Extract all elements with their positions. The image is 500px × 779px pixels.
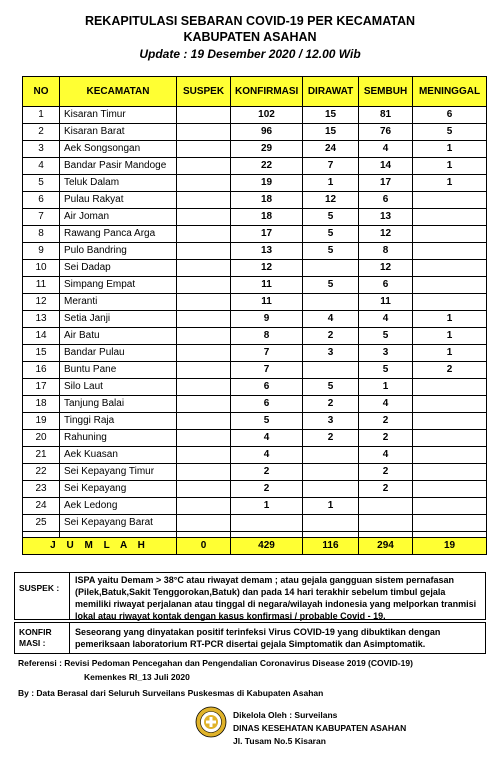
cell-suspek — [177, 447, 231, 464]
cell-no: 18 — [23, 396, 60, 413]
cell-kecamatan: Sei Kepayang Timur — [60, 464, 177, 481]
cell-kecamatan: Kisaran Timur — [60, 107, 177, 124]
cell-suspek — [177, 260, 231, 277]
cell-kecamatan: Setia Janji — [60, 311, 177, 328]
cell-meninggal: 1 — [413, 158, 487, 175]
cell-kecamatan: Kisaran Barat — [60, 124, 177, 141]
cell-dirawat: 7 — [303, 158, 359, 175]
cell-no: 11 — [23, 277, 60, 294]
table-row — [23, 158, 487, 175]
cell-konfirmasi: 11 — [231, 277, 303, 294]
cell-dirawat: 3 — [303, 413, 359, 430]
cell-konfirmasi: 4 — [231, 430, 303, 447]
table-row — [23, 447, 487, 464]
table-row — [23, 430, 487, 447]
cell-meninggal — [413, 498, 487, 515]
cell-meninggal — [413, 260, 487, 277]
cell-kecamatan: Sei Dadap — [60, 260, 177, 277]
cell-meninggal — [413, 464, 487, 481]
cell-konfirmasi: 12 — [231, 260, 303, 277]
col-header-sembuh: SEMBUH — [359, 77, 413, 107]
cell-konfirmasi: 1 — [231, 498, 303, 515]
cell-konfirmasi: 17 — [231, 226, 303, 243]
cell-no: 25 — [23, 515, 60, 532]
table-row — [23, 464, 487, 481]
cell-sembuh: 2 — [359, 464, 413, 481]
cell-kecamatan: Silo Laut — [60, 379, 177, 396]
table-row — [23, 396, 487, 413]
cell-sembuh: 4 — [359, 311, 413, 328]
total-meninggal: 19 — [413, 538, 487, 555]
cell-meninggal — [413, 192, 487, 209]
cell-dirawat: 2 — [303, 430, 359, 447]
cell-dirawat: 5 — [303, 277, 359, 294]
cell-meninggal — [413, 226, 487, 243]
cell-suspek — [177, 243, 231, 260]
managed-by: Dikelola Oleh : Surveilans — [233, 710, 338, 720]
cell-sembuh — [359, 498, 413, 515]
total-dirawat: 116 — [303, 538, 359, 555]
cell-konfirmasi: 2 — [231, 464, 303, 481]
cell-no: 10 — [23, 260, 60, 277]
table-row — [23, 413, 487, 430]
col-header-meninggal: MENINGGAL — [413, 77, 487, 107]
table-row — [23, 107, 487, 124]
cell-suspek — [177, 209, 231, 226]
table-header-row — [23, 77, 487, 107]
cell-meninggal — [413, 396, 487, 413]
cell-konfirmasi: 2 — [231, 481, 303, 498]
table-row — [23, 481, 487, 498]
cell-meninggal: 1 — [413, 345, 487, 362]
cell-meninggal: 6 — [413, 107, 487, 124]
table-row — [23, 362, 487, 379]
cell-sembuh: 6 — [359, 192, 413, 209]
cell-sembuh: 81 — [359, 107, 413, 124]
table-row — [23, 141, 487, 158]
cell-sembuh: 12 — [359, 260, 413, 277]
data-source-note: By : Data Berasal dari Seluruh Surveilans Puskesmas di Kabupaten Asahan — [18, 688, 324, 698]
table-row — [23, 345, 487, 362]
cell-no: 14 — [23, 328, 60, 345]
table-row — [23, 192, 487, 209]
definition-divider — [69, 623, 70, 653]
cell-dirawat: 4 — [303, 311, 359, 328]
cell-konfirmasi: 4 — [231, 447, 303, 464]
table-row — [23, 175, 487, 192]
table-row — [23, 294, 487, 311]
cell-no: 2 — [23, 124, 60, 141]
cell-no: 3 — [23, 141, 60, 158]
cell-no: 16 — [23, 362, 60, 379]
cell-konfirmasi: 8 — [231, 328, 303, 345]
cell-no: 19 — [23, 413, 60, 430]
cell-suspek — [177, 192, 231, 209]
cell-konfirmasi: 7 — [231, 345, 303, 362]
cell-no: 6 — [23, 192, 60, 209]
cell-suspek — [177, 498, 231, 515]
cell-suspek — [177, 124, 231, 141]
definition-suspek-label: SUSPEK : — [19, 583, 60, 593]
definition-suspek-text: ISPA yaitu Demam > 38°C atau riwayat demam ; atau gejala gangguan sistem pernafasan (Pilek,Batuk,Sakit Tenggorokan,Batuk) dan pada 14 hari terakhir sebelum timbul gejala memiliki riwayat perjalanan atau tinggal di negara/wilayah indonesia yang melporkan tranmisi lokal atau riwayat kontak dengan kasus konfirmasi / probable Covid - 19. — [75, 575, 477, 621]
cell-dirawat: 1 — [303, 175, 359, 192]
col-header-konfirmasi: KONFIRMASI — [231, 77, 303, 107]
cell-sembuh — [359, 515, 413, 532]
cell-kecamatan: Tanjung Balai — [60, 396, 177, 413]
cell-kecamatan: Teluk Dalam — [60, 175, 177, 192]
cell-sembuh: 5 — [359, 362, 413, 379]
cell-meninggal — [413, 481, 487, 498]
cell-meninggal: 1 — [413, 328, 487, 345]
cell-no: 8 — [23, 226, 60, 243]
agency-logo-icon — [195, 706, 227, 738]
agency-address: Jl. Tusam No.5 Kisaran — [233, 736, 326, 746]
cell-kecamatan: Pulo Bandring — [60, 243, 177, 260]
cell-konfirmasi — [231, 515, 303, 532]
table-row — [23, 209, 487, 226]
cell-konfirmasi: 5 — [231, 413, 303, 430]
update-timestamp: Update : 19 Desember 2020 / 12.00 Wib — [139, 47, 361, 61]
cell-konfirmasi: 29 — [231, 141, 303, 158]
cell-meninggal: 1 — [413, 311, 487, 328]
cell-no: 15 — [23, 345, 60, 362]
cell-no: 5 — [23, 175, 60, 192]
cell-no: 24 — [23, 498, 60, 515]
cell-suspek — [177, 481, 231, 498]
cell-dirawat: 12 — [303, 192, 359, 209]
cell-sembuh: 1 — [359, 379, 413, 396]
total-label: J U M L A H — [23, 538, 177, 555]
cell-meninggal — [413, 430, 487, 447]
cell-kecamatan: Aek Songsongan — [60, 141, 177, 158]
cell-dirawat — [303, 294, 359, 311]
agency-name: DINAS KESEHATAN KABUPATEN ASAHAN — [233, 723, 407, 733]
total-konfirmasi: 429 — [231, 538, 303, 555]
cell-dirawat: 15 — [303, 124, 359, 141]
cell-sembuh: 14 — [359, 158, 413, 175]
cell-meninggal — [413, 379, 487, 396]
cell-no: 7 — [23, 209, 60, 226]
cell-konfirmasi: 18 — [231, 209, 303, 226]
cell-kecamatan: Aek Ledong — [60, 498, 177, 515]
cell-sembuh: 4 — [359, 141, 413, 158]
cell-meninggal: 1 — [413, 175, 487, 192]
cell-sembuh: 2 — [359, 430, 413, 447]
cell-sembuh: 5 — [359, 328, 413, 345]
cell-suspek — [177, 413, 231, 430]
cell-suspek — [177, 464, 231, 481]
cell-suspek — [177, 294, 231, 311]
definition-konfirmasi — [14, 622, 486, 654]
cell-dirawat — [303, 362, 359, 379]
cell-dirawat: 3 — [303, 345, 359, 362]
definition-konfirmasi-label: KONFIR MASI : — [19, 627, 52, 648]
cell-konfirmasi: 96 — [231, 124, 303, 141]
table-row — [23, 124, 487, 141]
cell-kecamatan: Rawang Panca Arga — [60, 226, 177, 243]
cell-konfirmasi: 9 — [231, 311, 303, 328]
report-title: REKAPITULASI SEBARAN COVID-19 PER KECAMATAN — [84, 14, 416, 28]
covid-table — [22, 76, 487, 555]
cell-suspek — [177, 396, 231, 413]
cell-meninggal — [413, 413, 487, 430]
cell-suspek — [177, 226, 231, 243]
cell-sembuh: 17 — [359, 175, 413, 192]
cell-dirawat: 5 — [303, 226, 359, 243]
col-header-dirawat: DIRAWAT — [303, 77, 359, 107]
cell-kecamatan: Bandar Pasir Mandoge — [60, 158, 177, 175]
cell-dirawat: 1 — [303, 498, 359, 515]
cell-suspek — [177, 175, 231, 192]
cell-konfirmasi: 11 — [231, 294, 303, 311]
cell-dirawat — [303, 515, 359, 532]
cell-konfirmasi: 18 — [231, 192, 303, 209]
cell-suspek — [177, 158, 231, 175]
cell-dirawat: 2 — [303, 328, 359, 345]
cell-suspek — [177, 515, 231, 532]
table-row — [23, 243, 487, 260]
cell-dirawat: 24 — [303, 141, 359, 158]
cell-no: 9 — [23, 243, 60, 260]
cell-kecamatan: Rahuning — [60, 430, 177, 447]
cell-dirawat: 5 — [303, 209, 359, 226]
cell-meninggal — [413, 243, 487, 260]
cell-sembuh: 8 — [359, 243, 413, 260]
cell-konfirmasi: 13 — [231, 243, 303, 260]
cell-sembuh: 6 — [359, 277, 413, 294]
cell-kecamatan: Pulau Rakyat — [60, 192, 177, 209]
cell-sembuh: 13 — [359, 209, 413, 226]
cell-suspek — [177, 277, 231, 294]
cell-meninggal: 5 — [413, 124, 487, 141]
definition-divider — [69, 573, 70, 619]
cell-dirawat — [303, 447, 359, 464]
cell-suspek — [177, 107, 231, 124]
cell-kecamatan: Tinggi Raja — [60, 413, 177, 430]
cell-konfirmasi: 6 — [231, 396, 303, 413]
cell-no: 12 — [23, 294, 60, 311]
table-row — [23, 226, 487, 243]
cell-sembuh: 76 — [359, 124, 413, 141]
cell-kecamatan: Sei Kepayang — [60, 481, 177, 498]
cell-dirawat — [303, 481, 359, 498]
cell-meninggal — [413, 209, 487, 226]
table-row — [23, 379, 487, 396]
cell-sembuh: 3 — [359, 345, 413, 362]
cell-kecamatan: Sei Kepayang Barat — [60, 515, 177, 532]
cell-kecamatan: Aek Kuasan — [60, 447, 177, 464]
total-sembuh: 294 — [359, 538, 413, 555]
cell-suspek — [177, 311, 231, 328]
cell-meninggal — [413, 277, 487, 294]
cell-konfirmasi: 102 — [231, 107, 303, 124]
definition-suspek — [14, 572, 486, 620]
cell-meninggal: 2 — [413, 362, 487, 379]
cell-no: 17 — [23, 379, 60, 396]
col-header-kecamatan: KECAMATAN — [60, 77, 177, 107]
cell-meninggal: 1 — [413, 141, 487, 158]
table-row — [23, 498, 487, 515]
definition-konfirmasi-text: Seseorang yang dinyatakan positif terinfeksi Virus COVID-19 yang dibuktikan dengan pemeriksaan laboratorium RT-PCR disertai gejala Simptomatik dan Asimptomatik. — [75, 627, 441, 649]
cell-kecamatan: Simpang Empat — [60, 277, 177, 294]
cell-dirawat — [303, 464, 359, 481]
cell-no: 4 — [23, 158, 60, 175]
cell-suspek — [177, 141, 231, 158]
cell-kecamatan: Buntu Pane — [60, 362, 177, 379]
cell-kecamatan: Bandar Pulau — [60, 345, 177, 362]
cell-sembuh: 4 — [359, 447, 413, 464]
table-row — [23, 515, 487, 532]
report-subtitle: KABUPATEN ASAHAN — [183, 30, 317, 44]
cell-sembuh: 4 — [359, 396, 413, 413]
cell-no: 1 — [23, 107, 60, 124]
cell-dirawat: 5 — [303, 243, 359, 260]
cell-no: 20 — [23, 430, 60, 447]
cell-konfirmasi: 6 — [231, 379, 303, 396]
cell-dirawat — [303, 260, 359, 277]
cell-suspek — [177, 345, 231, 362]
reference-line: Referensi : Revisi Pedoman Pencegahan dan Pengendalian Coronavirus Disease 2019 (COVID-19) — [18, 658, 413, 668]
total-suspek: 0 — [177, 538, 231, 555]
cell-meninggal — [413, 447, 487, 464]
cell-sembuh: 2 — [359, 481, 413, 498]
cell-suspek — [177, 430, 231, 447]
cell-meninggal — [413, 515, 487, 532]
cell-konfirmasi: 7 — [231, 362, 303, 379]
cell-dirawat: 5 — [303, 379, 359, 396]
cell-kecamatan: Meranti — [60, 294, 177, 311]
cell-no: 21 — [23, 447, 60, 464]
table-row — [23, 311, 487, 328]
cell-suspek — [177, 362, 231, 379]
table-body — [23, 107, 487, 538]
reference-source: Kemenkes RI_13 Juli 2020 — [84, 672, 190, 682]
cell-no: 22 — [23, 464, 60, 481]
cell-kecamatan: Air Batu — [60, 328, 177, 345]
table-row — [23, 277, 487, 294]
table-row — [23, 328, 487, 345]
cell-dirawat: 15 — [303, 107, 359, 124]
cell-no: 23 — [23, 481, 60, 498]
cell-suspek — [177, 328, 231, 345]
cell-suspek — [177, 379, 231, 396]
cell-konfirmasi: 19 — [231, 175, 303, 192]
total-row — [23, 538, 487, 555]
cell-sembuh: 12 — [359, 226, 413, 243]
cell-meninggal — [413, 294, 487, 311]
cell-sembuh: 11 — [359, 294, 413, 311]
cell-dirawat: 2 — [303, 396, 359, 413]
cell-kecamatan: Air Joman — [60, 209, 177, 226]
cell-konfirmasi: 22 — [231, 158, 303, 175]
cell-sembuh: 2 — [359, 413, 413, 430]
col-header-no: NO — [23, 77, 60, 107]
cell-no: 13 — [23, 311, 60, 328]
table-row — [23, 260, 487, 277]
col-header-suspek: SUSPEK — [177, 77, 231, 107]
